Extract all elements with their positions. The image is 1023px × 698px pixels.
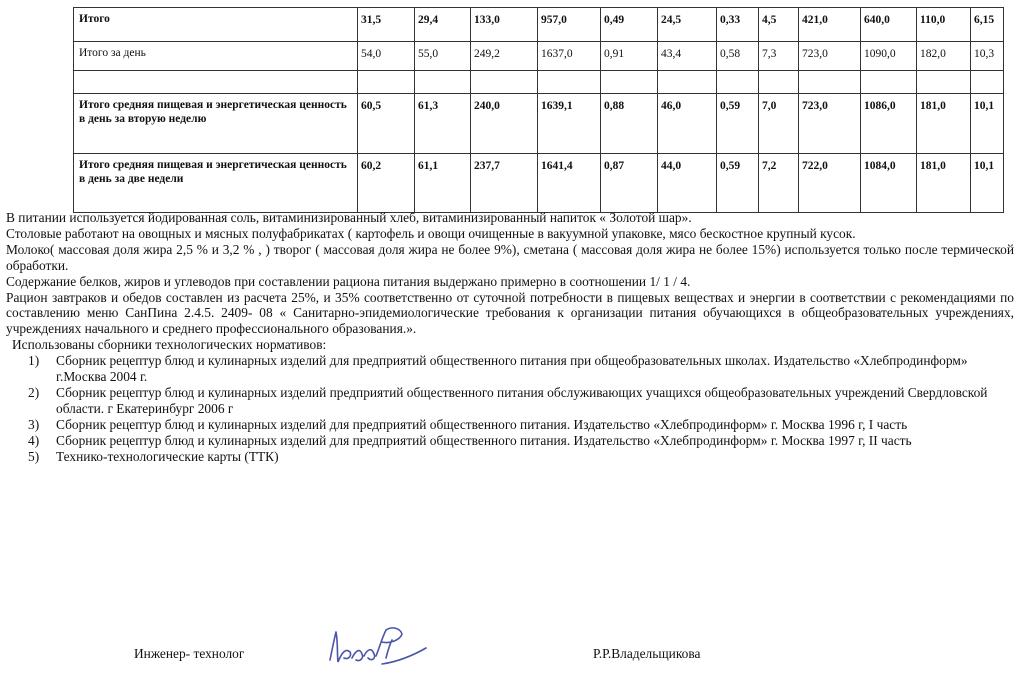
table-cell: 44,0 — [658, 154, 717, 213]
table-cell: 7,0 — [759, 94, 799, 154]
nutrition-table — [73, 7, 1004, 213]
table-cell: 249,2 — [471, 42, 538, 71]
table-cell: 4,5 — [759, 8, 799, 42]
signature-name: Р.Р.Владельщикова — [593, 646, 701, 661]
table-cell: 723,0 — [799, 94, 861, 154]
table-cell: 237,7 — [471, 154, 538, 213]
table-cell: 1641,4 — [538, 154, 601, 213]
table-cell: 10,3 — [971, 42, 1004, 71]
table-cell: 1090,0 — [861, 42, 917, 71]
references-title: Использованы сборники технологических нормативов: — [12, 337, 327, 353]
reference-text: Сборник рецептур блюд и кулинарных изделий для предприятий общественного питания при общеобразовательных школах. Издательство «Хлебпродинформ» г.Москва 2004 г. — [56, 353, 968, 385]
table-cell: 24,5 — [658, 8, 717, 42]
table-cell — [759, 71, 799, 94]
table-cell: 1084,0 — [861, 154, 917, 213]
table-cell: 0,59 — [717, 154, 759, 213]
paragraph: Столовые работают на овощных и мясных полуфабрикатах ( картофель и овощи очищенные в вакуумной упаковке, мясо бескостное крупный кусок. — [6, 225, 856, 241]
table-cell: 957,0 — [538, 8, 601, 42]
table-row — [74, 8, 1004, 42]
table-cell — [471, 71, 538, 94]
signature-role: Инженер- технолог — [134, 646, 245, 661]
table-cell: 723,0 — [799, 42, 861, 71]
table-cell: 421,0 — [799, 8, 861, 42]
table-cell: 110,0 — [917, 8, 971, 42]
paragraph: В питании используется йодированная соль, витаминизированный хлеб, витаминизированный напиток « Золотой шар». — [6, 210, 692, 225]
reference-item — [28, 416, 1014, 433]
table-cell: 10,1 — [971, 94, 1004, 154]
table-cell — [971, 71, 1004, 94]
reference-number: 2) — [28, 384, 40, 400]
table-cell: 240,0 — [471, 94, 538, 154]
row-label: Итого средняя пищевая и энергетическая ценность в день за две недели — [74, 154, 358, 213]
table-cell: 10,1 — [971, 154, 1004, 213]
table-cell: 0,59 — [717, 94, 759, 154]
reference-text: Технико-технологические карты (ТТК) — [56, 448, 279, 464]
reference-item — [28, 448, 1014, 465]
table-cell — [717, 71, 759, 94]
table-cell: 61,3 — [415, 94, 471, 154]
table-cell: 29,4 — [415, 8, 471, 42]
table-cell — [917, 71, 971, 94]
table-cell — [601, 71, 658, 94]
reference-item — [28, 384, 1014, 417]
table-cell: 1086,0 — [861, 94, 917, 154]
reference-item — [28, 353, 1014, 385]
table-cell — [538, 71, 601, 94]
table-cell: 55,0 — [415, 42, 471, 71]
table-cell: 61,1 — [415, 154, 471, 213]
table-cell: 7,3 — [759, 42, 799, 71]
table-cell: 31,5 — [358, 8, 415, 42]
references-list — [6, 353, 1014, 464]
table-cell: 0,58 — [717, 42, 759, 71]
table-cell: 60,5 — [358, 94, 415, 154]
paragraph: Содержание белков, жиров и углеводов при составлении рациона питания выдержано примерно в соотношении 1/ 1 / 4. — [6, 273, 691, 289]
table-cell — [799, 71, 861, 94]
table-cell: 0,88 — [601, 94, 658, 154]
table-cell — [861, 71, 917, 94]
reference-item — [28, 432, 1014, 449]
table-cell: 640,0 — [861, 8, 917, 42]
table-cell: 7,2 — [759, 154, 799, 213]
row-label: Итого — [74, 8, 358, 42]
table-cell: 6,15 — [971, 8, 1004, 42]
table-cell: 54,0 — [358, 42, 415, 71]
table-cell: 722,0 — [799, 154, 861, 213]
table-left-margin — [0, 7, 73, 206]
handwritten-signature — [326, 622, 446, 672]
table-row — [74, 154, 1004, 213]
row-label — [74, 71, 358, 94]
reference-number: 3) — [28, 416, 40, 432]
reference-number: 5) — [28, 448, 40, 464]
table-cell: 0,49 — [601, 8, 658, 42]
table-cell: 1637,0 — [538, 42, 601, 71]
table-cell: 46,0 — [658, 94, 717, 154]
table-cell: 60,2 — [358, 154, 415, 213]
reference-text: Сборник рецептур блюд и кулинарных изделий предприятий общественного питания обслуживающих учащихся общеобразовательных учреждений Свердловской области. г Екатеринбург 2006 г — [56, 384, 988, 416]
table-cell: 0,87 — [601, 154, 658, 213]
table-cell: 182,0 — [917, 42, 971, 71]
reference-number: 1) — [28, 353, 40, 369]
table-cell: 0,91 — [601, 42, 658, 71]
table-cell — [358, 71, 415, 94]
row-label: Итого за день — [74, 42, 358, 71]
document-body — [6, 210, 1014, 465]
table-cell: 133,0 — [471, 8, 538, 42]
table-cell: 181,0 — [917, 94, 971, 154]
table-row — [74, 42, 1004, 71]
table-cell: 181,0 — [917, 154, 971, 213]
table-row — [74, 94, 1004, 154]
table-cell — [415, 71, 471, 94]
reference-text: Сборник рецептур блюд и кулинарных изделий для предприятий общественного питания. Издательство «Хлебпродинформ» г. Москва 1997 г, II часть — [56, 432, 912, 448]
table-cell — [658, 71, 717, 94]
row-label: Итого средняя пищевая и энергетическая ценность в день за вторую неделю — [74, 94, 358, 154]
table-cell: 43,4 — [658, 42, 717, 71]
paragraph: Молоко( массовая доля жира 2,5 % и 3,2 % , ) творог ( массовая доля жира не более 9%), сметана ( массовая доля жира не более 15%) используется только после термической обработки. — [6, 241, 1014, 273]
paragraph: Рацион завтраков и обедов составлен из расчета 25%, и 35% соответственно от суточной потребности в пищевых веществах и энергии в соответствии с рекомендациями по составлению меню СанПина 2.4.5. 2409- 08 « Санитарно-эпидемиологические требования к организации питания обучающихся в общеобразовательных учреждениях, учреждениях начального и среднего профессионального образования.». — [6, 289, 1014, 337]
reference-number: 4) — [28, 432, 40, 448]
table-row — [74, 71, 1004, 94]
table-cell: 1639,1 — [538, 94, 601, 154]
table-cell: 0,33 — [717, 8, 759, 42]
reference-text: Сборник рецептур блюд и кулинарных изделий для предприятий общественного питания. Издательство «Хлебпродинформ» г. Москва 1996 г, I часть — [56, 416, 908, 432]
